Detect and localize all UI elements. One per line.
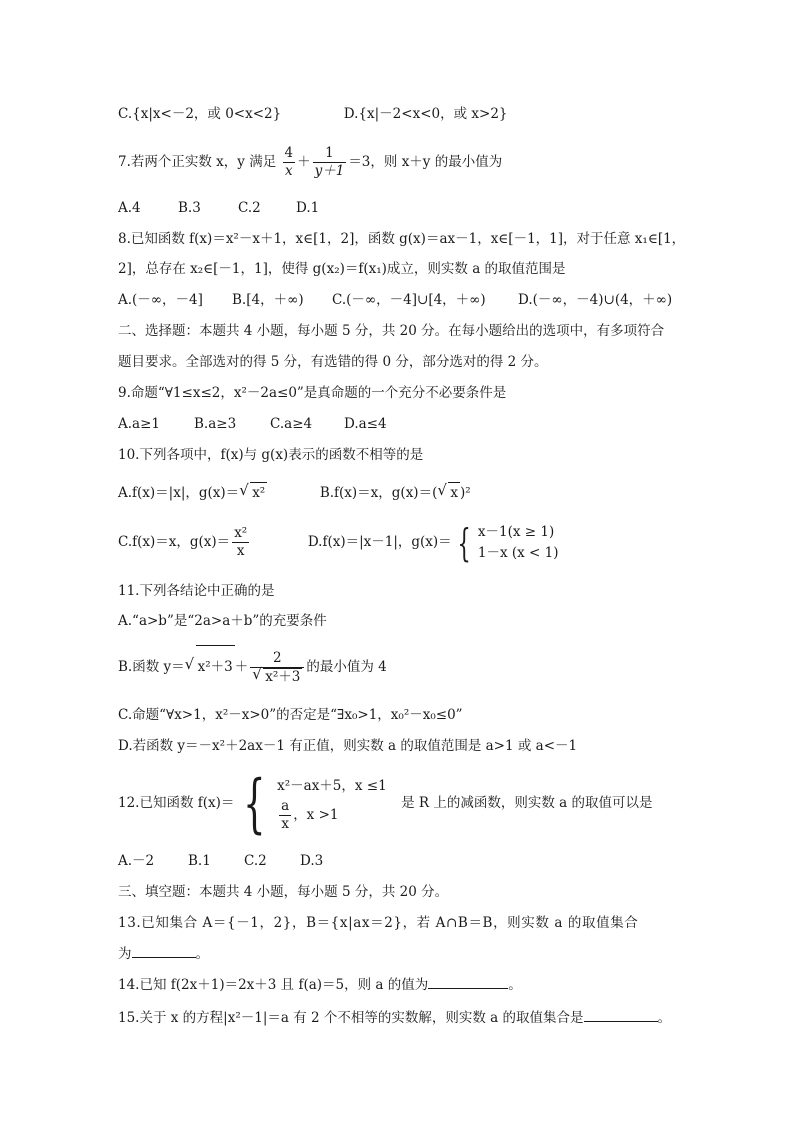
q10-option-a-text: A.f(x)＝|x|，g(x)＝ — [118, 485, 240, 501]
q11-option-c: C.命题“∀x>1，x²－x>0”的否定是“∃x₀>1，x₀²－x₀≤0” — [118, 707, 463, 723]
q12-options — [118, 851, 323, 871]
q10-option-d — [307, 520, 559, 565]
case-1: x－1(x ≥ 1) — [477, 523, 555, 540]
q12-stem-tail: 是 R 上的减函数，则实数 a 的取值可以是 — [401, 795, 653, 811]
q9-option-a: A.a≥1 — [118, 416, 160, 432]
q14-stem-tail: 。 — [508, 977, 522, 993]
q8-option-d: D.(－∞，－4)∪(4，＋∞) — [518, 292, 673, 308]
q11-stem: 11.下列各结论中正确的是 — [118, 583, 275, 599]
left-brace-icon: { — [457, 520, 471, 565]
q8-line-1: 8.已知函数 f(x)＝x²－x＋1，x∈[1，2]，函数 g(x)＝ax－1，x∈[－1，1]，对于任意 x₁∈[1， — [118, 231, 686, 247]
q12-stem — [118, 766, 653, 841]
q6-options — [118, 104, 508, 124]
answer-blank[interactable] — [584, 1021, 658, 1022]
q10-option-d-text: D.f(x)＝|x－1|，g(x)＝ — [307, 534, 452, 550]
q11-option-d: D.若函数 y＝－x²＋2ax－1 有正值，则实数 a 的取值范围是 a>1 或 a<－1 — [118, 738, 578, 754]
radicand: x — [448, 482, 460, 503]
piecewise-cases — [478, 522, 559, 564]
answer-blank[interactable] — [428, 988, 508, 989]
q8-option-a: A.(－∞，－4] — [118, 292, 203, 308]
radicand: x² — [250, 482, 267, 503]
q8-line-2: 2]，总存在 x₂∈[－1，1]，使得 g(x₂)＝f(x₁)成立，则实数 a 的取值范围是 — [118, 261, 566, 277]
q15-stem — [118, 1008, 671, 1028]
q7-stem-text: 7.若两个正实数 x，y 满足 — [118, 154, 277, 170]
q11-option-b-tail: 的最小值为 4 — [306, 659, 387, 675]
q13-line-2-tail: 。 — [195, 946, 209, 962]
case-2: 1－x (x < 1) — [477, 544, 559, 561]
q7-stem-tail: ＝3，则 x＋y 的最小值为 — [348, 154, 503, 170]
q9-option-b: B.a≥3 — [194, 416, 237, 432]
q12-option-a: A.－2 — [118, 853, 155, 869]
q7-option-d: D.1 — [296, 200, 320, 216]
plus-sign: ＋ — [234, 659, 249, 675]
q10-option-c-text: C.f(x)＝x，g(x)＝ — [118, 534, 231, 550]
q7-option-b: B.3 — [178, 200, 201, 216]
case-1: x²－ax＋5，x ≤1 — [277, 778, 387, 794]
q10-options-cd — [118, 518, 559, 566]
q6-option-d: D.{x|－2<x<0，或 x>2} — [343, 106, 508, 122]
q9-option-c: C.a≥4 — [270, 416, 313, 432]
q12-option-c: C.2 — [244, 853, 267, 869]
answer-blank[interactable] — [132, 957, 196, 958]
q12-stem-text: 12.已知函数 f(x)＝ — [118, 795, 235, 811]
left-brace-icon: { — [243, 766, 266, 841]
sqrt-symbol — [437, 482, 460, 503]
q10-options-ab — [118, 482, 471, 503]
q10-stem: 10.下列各项中，f(x)与 g(x)表示的函数不相等的是 — [118, 447, 424, 463]
q9-option-d: D.a≤4 — [344, 416, 387, 432]
q10-option-b-tail: )² — [459, 485, 471, 501]
q10-option-b-text: B.f(x)＝x，g(x)＝( — [319, 485, 438, 501]
section-2-heading-line-1: 二、选择题：本题共 4 小题，每小题 5 分，共 20 分。在每小题给出的选项中，有多项符合 — [118, 323, 665, 339]
q8-options — [118, 290, 672, 310]
q10-option-c — [118, 525, 251, 559]
q12-option-b: B.1 — [188, 853, 211, 869]
q9-options — [118, 414, 387, 434]
q7-option-c: C.2 — [238, 200, 261, 216]
fraction-denominator — [250, 668, 304, 686]
q15-stem-tail: 。 — [657, 1010, 672, 1026]
section-3-heading: 三、填空题：本题共 4 小题，每小题 5 分，共 20 分。 — [118, 884, 449, 900]
q8-option-b: B.[4，＋∞) — [232, 292, 304, 308]
q7-option-a: A.4 — [118, 200, 141, 216]
sqrt-symbol — [185, 645, 235, 688]
q10-option-c-fraction: $\frac{\text{x²}}{x}$ — [234, 525, 248, 559]
q7-fraction-1: $\frac{4}{x}$ — [284, 145, 294, 179]
sqrt-symbol — [252, 668, 302, 686]
q11-option-b — [118, 645, 387, 688]
radicand: x²＋3 — [196, 645, 235, 688]
q11-option-a: A.“a>b”是“2a>a＋b”的充要条件 — [118, 613, 327, 629]
sqrt-symbol — [239, 482, 267, 503]
piecewise-cases — [277, 774, 397, 833]
q15-stem-text: 15.关于 x 的方程|x²－1|＝a 有 2 个不相等的实数解，则实数 a 的取值集合是 — [118, 1010, 584, 1026]
radicand: x²＋3 — [265, 668, 301, 685]
q13-line-2 — [118, 944, 209, 964]
q6-option-c: C.{x|x<－2，或 0<x<2} — [118, 106, 282, 122]
q11-option-b-fraction: 2 √ x²＋3 — [250, 650, 304, 686]
q7-options — [118, 198, 319, 218]
q12-option-d: D.3 — [300, 853, 324, 869]
plus-sign: ＋ — [297, 154, 311, 170]
q13-line-1: 13.已知集合 A＝{－1，2}，B＝{x|ax＝2}，若 A∩B＝B，则实数 a 的取值集合 — [118, 915, 639, 931]
q7-fraction-2: $\frac{1}{y+1}$ — [314, 145, 345, 179]
case-2: $\frac{a}{x}$ ，x >1 — [281, 798, 339, 832]
q10-option-b — [320, 485, 471, 501]
q14-stem-text: 14.已知 f(2x＋1)＝2x＋3 且 f(a)＝5，则 a 的值为 — [118, 977, 429, 993]
q7-stem — [118, 144, 502, 180]
q13-line-2-text: 为 — [118, 946, 132, 962]
q9-stem: 9.命题“∀1≤x≤2，x²－2a≤0”是真命题的一个充分不必要条件是 — [118, 385, 507, 401]
q8-option-c: C.(－∞，－4]∪[4，＋∞) — [332, 292, 486, 308]
q14-stem — [118, 975, 522, 995]
q11-option-b-text: B.函数 y＝ — [118, 659, 185, 675]
q10-option-a — [118, 485, 267, 501]
section-2-heading-line-2: 题目要求。全部选对的得 5 分，有选错的得 0 分，部分选对的得 2 分。 — [118, 354, 548, 370]
